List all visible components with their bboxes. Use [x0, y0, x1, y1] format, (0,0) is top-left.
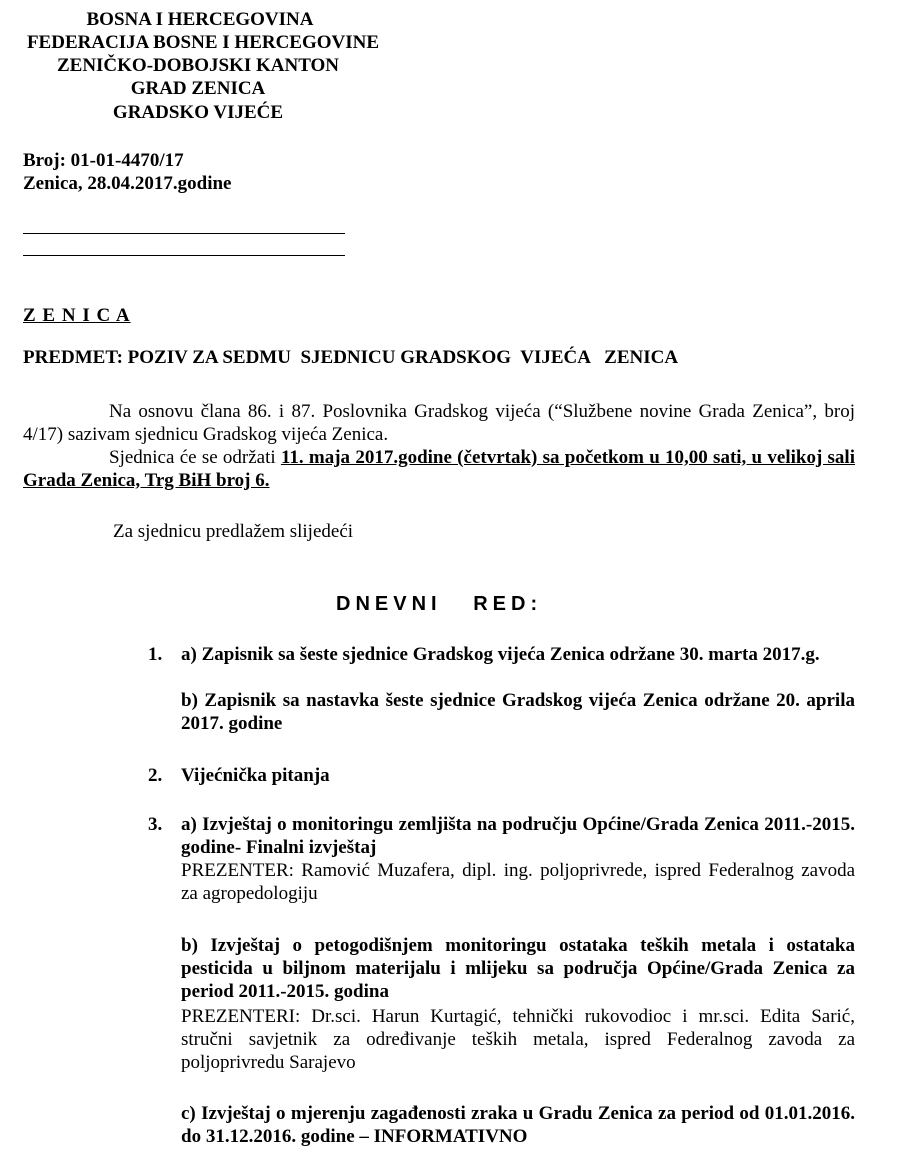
agenda-item-3b-presenter: PREZENTERI: Dr.sci. Harun Kurtagić, tehnički rukovodioc i mr.sci. Edita Sarić, stručni savjetnik za određivanje teških metala, ispred Federalnog zavoda za poljoprivredu Sarajevo	[181, 1006, 855, 1073]
agenda-title: DNEVNI RED:	[336, 593, 543, 615]
subject-line: PREDMET: POZIV ZA SEDMU SJEDNICU GRADSKOG VIJEĆA ZENICA	[23, 347, 679, 368]
header-council: GRADSKO VIJEĆE	[112, 102, 284, 123]
agenda-item-3b: b) Izvještaj o petogodišnjem monitoringu ostataka teških metala i ostataka pesticida u biljnom materijalu i mlijeku sa područja Općine/Grada Zenica za period 2011.-2015. godina	[181, 935, 855, 1002]
agenda-number-3: 3.	[148, 814, 163, 835]
address-line-2	[23, 255, 345, 256]
reference-date: Zenica, 28.04.2017.godine	[23, 173, 232, 194]
header-city: GRAD ZENICA	[130, 78, 266, 99]
header-canton: ZENIČKO-DOBOJSKI KANTON	[56, 55, 340, 76]
session-lead: Sjednica će se održati	[109, 447, 281, 468]
agenda-item-2: Vijećnička pitanja	[181, 765, 330, 786]
agenda-number-2: 2.	[148, 765, 163, 786]
session-details: 11. maja 2017.godine (četvrtak) sa početkom u 10,00 sati, u velikoj sali Grada Zenica, Trg BiH broj 6.	[23, 447, 855, 491]
address-line-1	[23, 233, 345, 234]
header-country: BOSNA I HERCEGOVINA	[86, 9, 314, 30]
recipient-city: Z E N I C A	[23, 305, 131, 326]
agenda-item-3a: a) Izvještaj o monitoringu zemljišta na području Općine/Grada Zenica 2011.-2015. godine- Finalni izvještaj	[181, 814, 855, 858]
intro-paragraph: Na osnovu člana 86. i 87. Poslovnika Gradskog vijeća (“Službene novine Grada Zenica”, broj 4/17) sazivam sjednicu Gradskog vijeća Zenica.	[23, 401, 855, 445]
proposal-line: Za sjednicu predlažem slijedeći	[113, 521, 354, 542]
agenda-item-1a: a) Zapisnik sa šeste sjednice Gradskog vijeća Zenica održane 30. marta 2017.g.	[181, 644, 820, 665]
agenda-item-3a-presenter: PREZENTER: Ramović Muzafera, dipl. ing. poljoprivrede, ispred Federalnog zavoda za agropedologiju	[181, 860, 855, 904]
agenda-item-1b: b) Zapisnik sa nastavka šeste sjednice Gradskog vijeća Zenica održane 20. aprila 2017. godine	[181, 690, 855, 734]
header-federation: FEDERACIJA BOSNE I HERCEGOVINE	[26, 32, 380, 53]
agenda-number-1: 1.	[148, 644, 163, 665]
session-paragraph	[23, 446, 855, 492]
agenda-item-3c: c) Izvještaj o mjerenju zagađenosti zraka u Gradu Zenica za period od 01.01.2016. do 31.12.2016. godine – INFORMATIVNO	[181, 1103, 855, 1147]
reference-number: Broj: 01-01-4470/17	[23, 150, 184, 171]
